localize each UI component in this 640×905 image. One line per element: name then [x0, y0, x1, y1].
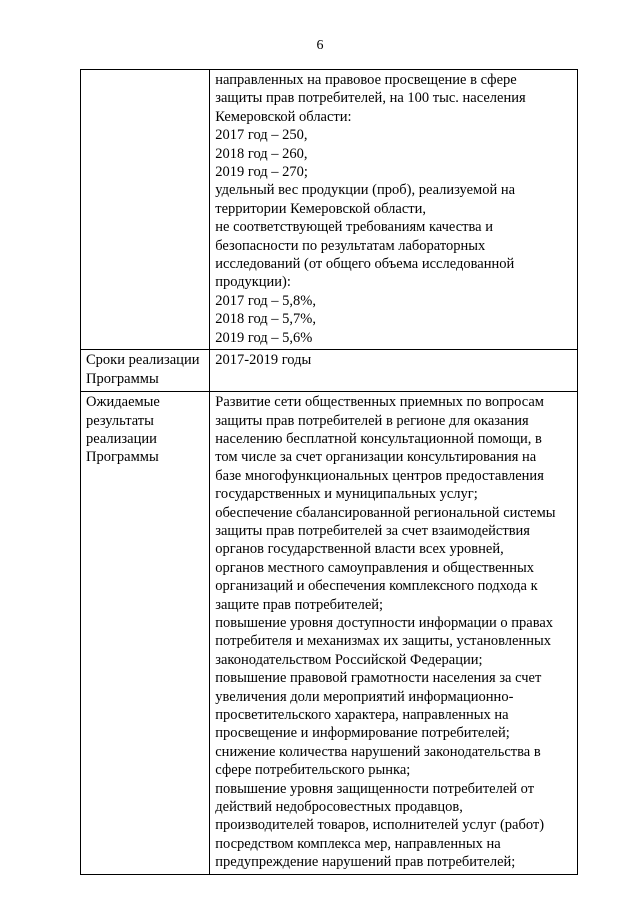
text-line: удельный вес продукции (проб), реализуемой на: [215, 182, 516, 199]
text-line: просвещение и информирование потребителей;: [215, 725, 510, 742]
text-line: том числе за счет организации консультирования на: [215, 449, 537, 466]
text-line: 2018 год – 5,7%,: [215, 311, 316, 328]
text-line: посредством комплекса мер, направленных на: [215, 835, 501, 852]
text-line: законодательством Российской Федерации;: [215, 651, 483, 668]
text-line: не соответствующей требованиям качества и: [215, 219, 493, 236]
row-label-cell: [81, 70, 210, 350]
text-line: государственных и муниципальных услуг;: [215, 486, 478, 503]
text-line: снижение количества нарушений законодательства в: [215, 743, 541, 760]
text-line: населению бесплатной консультационной помощи, в: [215, 430, 542, 447]
row-content-cell: [210, 350, 578, 392]
text-line: 2017-2019 годы: [215, 352, 312, 369]
text-line: защиты прав потребителей, на 100 тыс. населения: [215, 90, 526, 107]
text-line: защиты прав потребителей в регионе для оказания: [215, 412, 529, 429]
text-line: исследований (от общего объема исследованной: [215, 256, 515, 273]
text-line: обеспечение сбалансированной региональной системы: [215, 504, 556, 521]
text-line: увеличения доли мероприятий информационно-: [215, 688, 514, 705]
text-line: 2019 год – 5,6%: [215, 329, 313, 346]
row-label-cell: [81, 392, 210, 875]
text-line: защиты прав потребителей за счет взаимодействия: [215, 522, 530, 539]
text-line: 2017 год – 250,: [215, 127, 308, 144]
text-line: организаций и обеспечения комплексного подхода к: [215, 578, 538, 595]
text-line: органов государственной власти всех уровней,: [215, 541, 504, 558]
text-line: повышение правовой грамотности населения за счет: [215, 670, 542, 687]
page-number: 6: [316, 38, 324, 53]
row-content-cell: [210, 392, 578, 875]
text-line: Кемеровской области:: [215, 108, 352, 125]
text-line: потребителя и механизмах их защиты, установленных: [215, 633, 551, 650]
text-line: реализации: [86, 430, 157, 447]
table-row: [81, 350, 578, 392]
text-line: защите прав потребителей;: [215, 596, 384, 613]
text-line: Сроки реализации: [86, 352, 200, 369]
text-line: результаты: [86, 412, 154, 429]
table-row: [81, 70, 578, 350]
text-line: сфере потребительского рынка;: [215, 762, 411, 779]
program-passport-table: [80, 69, 578, 875]
text-line: 2018 год – 260,: [215, 145, 308, 162]
text-line: производителей товаров, исполнителей услуг (работ): [215, 817, 545, 834]
row-content-cell: [210, 70, 578, 350]
text-line: органов местного самоуправления и общественных: [215, 559, 535, 576]
text-line: повышение уровня доступности информации о правах: [215, 614, 554, 631]
text-line: предупреждение нарушений прав потребителей;: [215, 854, 516, 871]
text-line: безопасности по результатам лабораторных: [215, 237, 486, 254]
text-line: продукции):: [215, 274, 291, 291]
text-line: 2019 год – 270;: [215, 164, 308, 181]
text-line: Ожидаемые: [86, 394, 160, 411]
text-line: Программы: [86, 370, 159, 387]
text-line: Развитие сети общественных приемных по вопросам: [215, 394, 544, 411]
table-row: [81, 392, 578, 875]
text-line: Программы: [86, 449, 159, 466]
text-line: действий недобросовестных продавцов,: [215, 799, 463, 816]
text-line: базе многофункциональных центров предоставления: [215, 467, 544, 484]
text-line: направленных на правовое просвещение в сфере: [215, 72, 517, 88]
text-line: повышение уровня защищенности потребителей от: [215, 780, 535, 797]
text-line: 2017 год – 5,8%,: [215, 292, 316, 309]
text-line: территории Кемеровской области,: [215, 200, 426, 217]
row-label-cell: [81, 350, 210, 392]
text-line: просветительского характера, направленных на: [215, 707, 509, 723]
